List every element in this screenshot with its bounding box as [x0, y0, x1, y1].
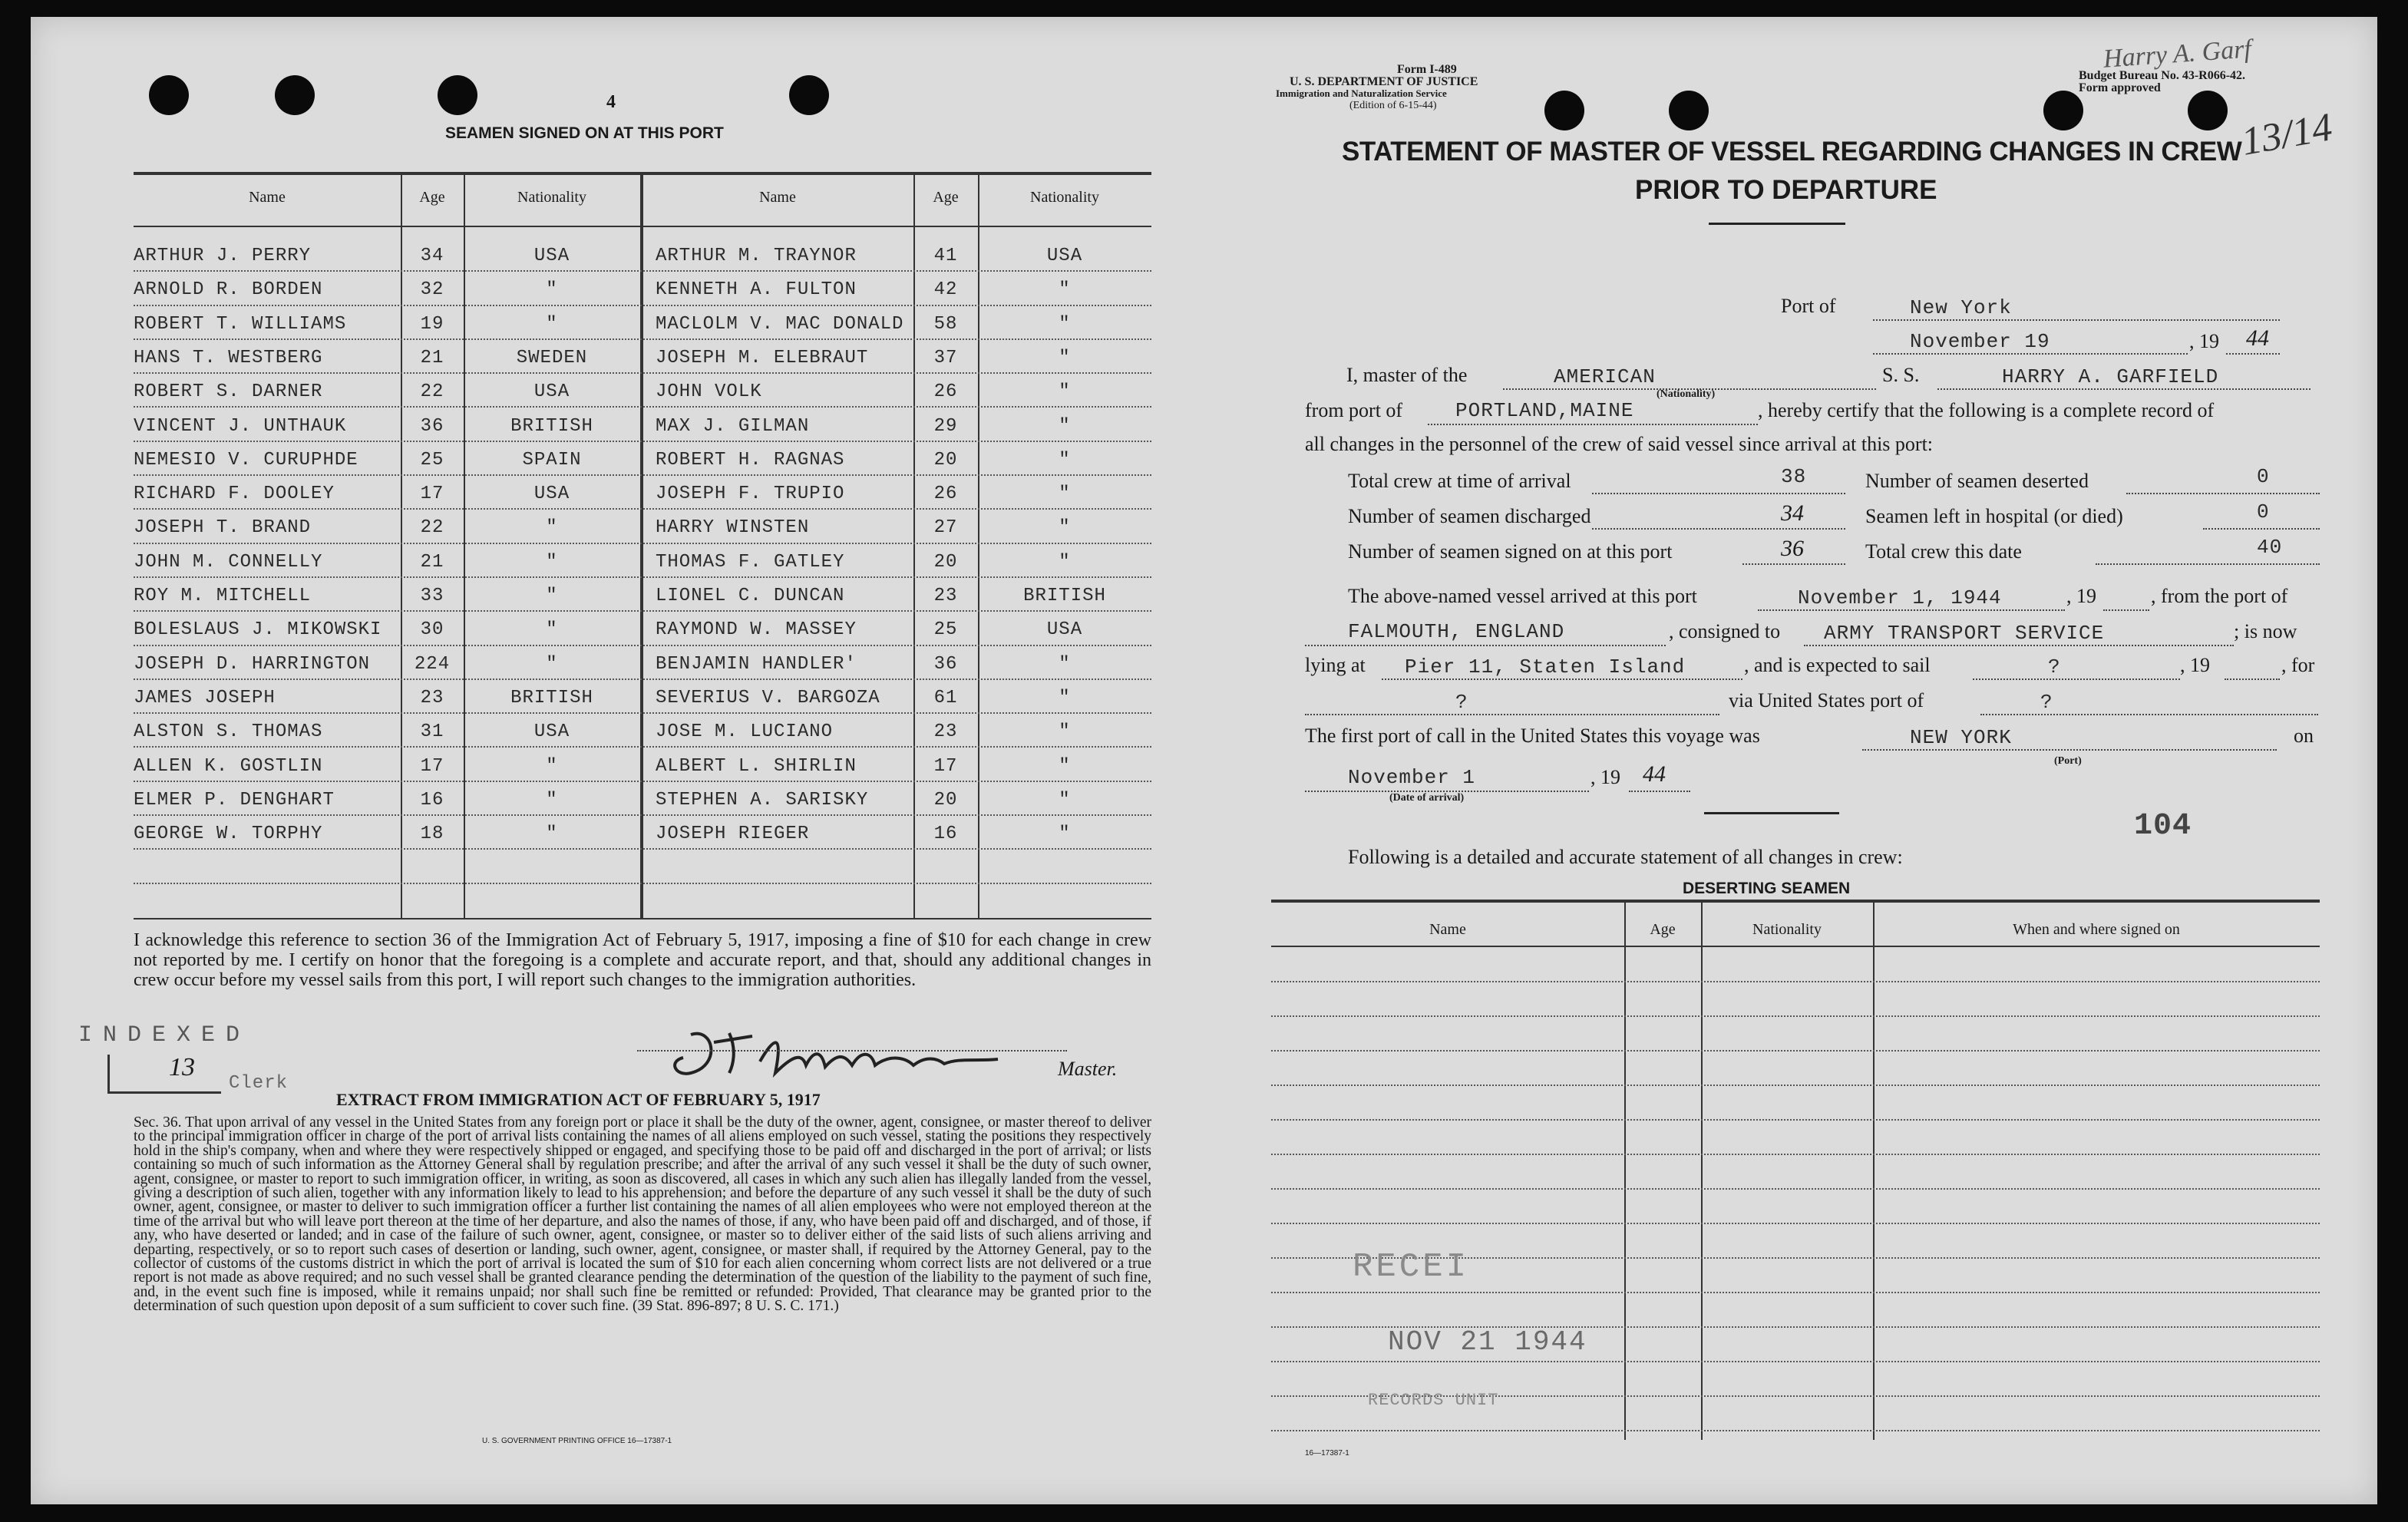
left-footer: U. S. GOVERNMENT PRINTING OFFICE 16—17387-1: [482, 1437, 672, 1445]
cell-age: 41: [933, 246, 958, 266]
punch-hole: [2188, 91, 2228, 130]
year-prefix: , 19: [2189, 330, 2219, 352]
cell-age: 58: [933, 313, 958, 335]
col-header-nationality: Nationality: [1030, 189, 1099, 206]
punch-hole: [1544, 91, 1584, 130]
cell-name: BENJAMIN HANDLER': [656, 653, 857, 675]
table-row: [134, 581, 1151, 615]
cell-name: ROY M. MITCHELL: [134, 586, 312, 606]
cell-age: 224: [414, 653, 451, 675]
cell-name: HARRY WINSTEN: [656, 517, 810, 539]
received-stamp-date: NOV 21 1944: [1388, 1326, 1587, 1358]
cell-age: 32: [420, 279, 444, 301]
cell-age: 20: [933, 789, 958, 811]
year-value: 44: [2246, 325, 2269, 351]
via-text: via United States port of: [1729, 689, 1924, 711]
table-row: [134, 343, 1151, 377]
cell-nationality: ": [1059, 415, 1071, 437]
master-label: Master.: [1058, 1058, 1118, 1080]
cell-name: JOHN M. CONNELLY: [134, 551, 323, 573]
first-port-text: The first port of call in the United States this voyage was: [1305, 725, 1760, 747]
col-header-age: Age: [933, 189, 959, 206]
cell-age: 19: [420, 313, 444, 335]
deserting-table: [1271, 900, 2320, 1440]
stat-label: Number of seamen discharged: [1348, 505, 1591, 527]
dept-line1: U. S. DEPARTMENT OF JUSTICE: [1290, 75, 1478, 88]
cell-age: 37: [933, 347, 958, 368]
cell-name: KENNETH A. FULTON: [656, 279, 857, 301]
document-sheet: [31, 17, 2377, 1504]
extract-title: EXTRACT FROM IMMIGRATION ACT OF FEBRUARY 5, 1917: [336, 1090, 821, 1109]
cell-age: 21: [420, 347, 444, 368]
cell-nationality: USA: [533, 721, 570, 743]
cell-nationality: SWEDEN: [516, 347, 588, 368]
cell-nationality: ": [546, 279, 558, 301]
cell-nationality: ": [1059, 653, 1071, 675]
cell-age: 29: [933, 415, 958, 437]
desert-col-nationality: Nationality: [1752, 921, 1822, 938]
cell-age: 23: [933, 721, 958, 743]
nationality-caption: (Nationality): [1657, 388, 1716, 400]
col-header-nationality: Nationality: [517, 189, 586, 206]
section-title: SEAMEN SIGNED ON AT THIS PORT: [445, 124, 724, 142]
clerk-stamp-box: [107, 1055, 221, 1094]
cell-name: STEPHEN A. SARISKY: [656, 789, 869, 811]
on-text: on: [2294, 725, 2314, 747]
punch-hole: [789, 75, 829, 115]
col-header-name: Name: [249, 189, 286, 206]
budget-bureau: Budget Bureau No. 43-R066-42.: [2079, 69, 2246, 82]
received-stamp-unit: RECORDS UNIT: [1368, 1391, 1499, 1410]
cell-age: 61: [933, 687, 958, 708]
cell-name: ALSTON S. THOMAS: [134, 721, 323, 743]
cell-name: ARTHUR M. TRAYNOR: [656, 246, 857, 266]
vessel-value: HARRY A. GARFIELD: [2002, 365, 2219, 388]
cell-nationality: ": [1059, 721, 1071, 743]
cell-age: 18: [420, 824, 444, 845]
form-title-line1: STATEMENT OF MASTER OF VESSEL REGARDING CHANGES IN CREW: [1342, 137, 2242, 167]
lying-value: Pier 11, Staten Island: [1405, 655, 1686, 678]
cell-age: 31: [420, 721, 444, 743]
certify-text: , hereby certify that the following is a complete record of: [1758, 399, 2215, 421]
cell-name: JOSE M. LUCIANO: [656, 721, 834, 743]
cell-name: VINCENT J. UNTHAUK: [134, 415, 347, 437]
lying-at: lying at: [1305, 654, 1366, 676]
punch-hole: [438, 75, 477, 115]
stat-label: Total crew this date: [1865, 540, 2022, 563]
cell-age: 20: [933, 551, 958, 573]
stamped-number: 104: [2134, 809, 2192, 844]
cell-nationality: USA: [533, 484, 570, 505]
punch-hole: [1669, 91, 1709, 130]
cell-age: 20: [933, 449, 958, 470]
desert-row-line: [1271, 1015, 2320, 1017]
cell-age: 16: [420, 789, 444, 811]
table-row: [134, 853, 1151, 886]
desert-row-line: [1271, 1050, 2320, 1052]
cell-name: ROBERT T. WILLIAMS: [134, 313, 347, 335]
cell-name: JAMES JOSEPH: [134, 687, 276, 708]
table-row: [134, 377, 1151, 411]
cell-nationality: USA: [1046, 619, 1083, 641]
desert-row-line: [1271, 1292, 2320, 1293]
cell-nationality: ": [546, 517, 558, 539]
cell-nationality: SPAIN: [522, 449, 582, 470]
cell-nationality: ": [546, 755, 558, 777]
handwritten-fraction: 13/14: [2238, 105, 2336, 164]
cell-name: ELMER P. DENGHART: [134, 789, 335, 811]
consigned-to: , consigned to: [1669, 620, 1781, 642]
table-row: [134, 819, 1151, 853]
cell-age: 21: [420, 551, 444, 573]
dept-line2: Immigration and Naturalization Service: [1276, 87, 1447, 99]
col-header-name: Name: [759, 189, 796, 206]
arrived-19: , 19: [2066, 585, 2096, 607]
table-row: [134, 275, 1151, 309]
indexed-stamp: INDEXED: [78, 1022, 251, 1048]
table-row: [134, 513, 1151, 546]
cell-nationality: ": [1059, 279, 1071, 301]
cell-age: 25: [933, 619, 958, 641]
desert-row-line: [1271, 1085, 2320, 1086]
cell-name: ROBERT S. DARNER: [134, 381, 323, 403]
cell-nationality: USA: [533, 381, 570, 403]
cell-name: JOSEPH T. BRAND: [134, 517, 312, 539]
cell-age: 22: [420, 517, 444, 539]
consignee: ARMY TRANSPORT SERVICE: [1824, 622, 2105, 645]
cell-nationality: ": [546, 789, 558, 811]
cell-name: HANS T. WESTBERG: [134, 347, 323, 368]
certification-text: I acknowledge this reference to section 36 of the Immigration Act of February 5, 1917, imposing a fine of $10 for each change in crew not reported by me. I certify on honor that the foregoing is a complete and accurate report, and that, should any additional changes in crew occur before my vessel sails from this port, I will report such changes to the immigration authorities.: [134, 930, 1151, 990]
cell-nationality: USA: [533, 246, 570, 266]
table-row: [134, 683, 1151, 717]
cell-nationality: ": [1059, 347, 1071, 368]
arrived-date: November 1, 1944: [1798, 586, 2002, 609]
stat-value: 36: [1781, 536, 1804, 561]
stat-label: Total crew at time of arrival: [1348, 470, 1571, 492]
arrived-text: The above-named vessel arrived at this port: [1348, 585, 1697, 607]
origin-port: FALMOUTH, ENGLAND: [1348, 620, 1565, 643]
table-row: [134, 785, 1151, 819]
clerk-number: 13: [169, 1053, 195, 1081]
for-text: , for: [2281, 654, 2315, 676]
desert-col-age: Age: [1650, 921, 1676, 938]
cell-name: MAX J. GILMAN: [656, 415, 810, 437]
table-row: [134, 479, 1151, 513]
desert-row-line: [1271, 1119, 2320, 1121]
cell-nationality: ": [1059, 449, 1071, 470]
stat-value: 0: [2257, 500, 2270, 523]
cell-name: ALBERT L. SHIRLIN: [656, 755, 857, 777]
stat-value: 34: [1781, 500, 1804, 526]
cell-name: ARNOLD R. BORDEN: [134, 279, 323, 301]
cell-name: JOSEPH D. HARRINGTON: [134, 653, 371, 675]
cell-name: JOSEPH RIEGER: [656, 824, 810, 845]
cell-age: 25: [420, 449, 444, 470]
from-port-value: PORTLAND,MAINE: [1455, 399, 1634, 422]
via-value: ?: [2040, 691, 2053, 714]
following-text: Following is a detailed and accurate statement of all changes in crew:: [1348, 846, 1903, 868]
cell-age: 17: [420, 484, 444, 505]
table-row: [134, 615, 1151, 649]
form-title-line2: PRIOR TO DEPARTURE: [1635, 175, 1937, 205]
arrival-date-value: November 1: [1348, 766, 1476, 789]
sail-value: ?: [2048, 655, 2061, 678]
stat-label: Seamen left in hospital (or died): [1865, 505, 2123, 527]
is-now: ; is now: [2234, 620, 2297, 642]
table-row: [134, 445, 1151, 479]
expected-text: , and is expected to sail: [1744, 654, 1931, 676]
nationality-value: AMERICAN: [1554, 365, 1656, 388]
desert-row-line: [1271, 1361, 2320, 1362]
cell-name: THOMAS F. GATLEY: [656, 551, 845, 573]
cell-nationality: ": [1059, 789, 1071, 811]
deserting-title: DESERTING SEAMEN: [1683, 880, 1851, 897]
cell-age: 23: [420, 687, 444, 708]
desert-row-line: [1271, 1154, 2320, 1155]
cell-nationality: ": [546, 824, 558, 845]
cell-name: RAYMOND W. MASSEY: [656, 619, 857, 641]
cell-age: 42: [933, 279, 958, 301]
desert-row-line: [1271, 1223, 2320, 1224]
master-prefix: I, master of the: [1346, 364, 1468, 386]
cell-age: 17: [420, 755, 444, 777]
cell-age: 17: [933, 755, 958, 777]
stat-value: 38: [1781, 465, 1807, 488]
cell-nationality: BRITISH: [510, 415, 593, 437]
table-row: [134, 547, 1151, 581]
cell-age: 16: [933, 824, 958, 845]
cell-age: 34: [420, 246, 444, 266]
cell-name: NEMESIO V. CURUPHDE: [134, 449, 358, 470]
ss-label: S. S.: [1882, 364, 1920, 386]
cell-age: 26: [933, 381, 958, 403]
desert-row-line: [1271, 981, 2320, 982]
date-value: November 19: [1910, 330, 2050, 353]
cell-nationality: BRITISH: [1023, 586, 1106, 606]
cell-nationality: ": [1059, 551, 1071, 573]
cell-nationality: ": [546, 313, 558, 335]
master-signature: [660, 1019, 1044, 1088]
cell-name: LIONEL C. DUNCAN: [656, 586, 845, 606]
cell-name: MACLOLM V. MAC DONALD: [656, 313, 904, 335]
stat-label: Number of seamen signed on at this port: [1348, 540, 1673, 563]
cell-age: 26: [933, 484, 958, 505]
from-port-label: from port of: [1305, 399, 1403, 421]
cell-age: 36: [933, 653, 958, 675]
sail-19: , 19: [2180, 654, 2210, 676]
table-row: [134, 309, 1151, 343]
cell-name: JOSEPH M. ELEBRAUT: [656, 347, 869, 368]
handwritten-vessel-name: Harry A. Garf: [2102, 35, 2253, 74]
port-value: New York: [1910, 296, 2012, 319]
extract-text: Sec. 36. That upon arrival of any vessel in the United States from any foreign port or place it shall be the duty of the owner, agent, consignee, or master thereof to deliver to the principal immigration officer in charge of the port of arrival lists containing the names of all aliens employed on such vessel, stating the positions they respectively hold in the ship's company, when and where they were respectively shipped or engaged, and specifying those to be paid off and discharged in the port of arrival; or lists containing so much of such information as the Attorney General shall by regulation prescribe; and after the arrival of any such vessel it shall be the duty of such owner, agent, consignee, or master to report to such immigration officer, in writing, as soon as discovered, all cases in which any such alien has illegally landed from the vessel, giving a description of such alien, together with any information likely to lead to his apprehension; and before the departure of any such vessel it shall be the duty of such owner, agent, consignee, or master to deliver to such immigration officer a further list containing the names of all alien employees who were not employed thereon at the time of the arrival but who will leave port thereon at the time of her departure, and also the names of those, if any, who have been paid off and discharged, and of those, if any, who have deserted or landed; and in case of the failure of such owner, agent, consignee, or master so to deliver either of the said lists of such aliens arriving and departing, respectively, or so to report such cases of desertion or landing, such owner, agent, consignee, or master shall, if required by the Attorney General, pay to the collector of customs of the customs district in which the port of arrival is located the sum of $10 for each alien concerning whom correct lists are not delivered or a true report is not made as above required; and no such vessel shall be granted clearance pending the determination of the question of the liability to the payment of such fine, and, in the event such fine is imposed, while it remains unpaid; nor shall such fine be remitted or refunded: Provided, That clearance may be granted prior to the determination of such question upon deposit of a sum sufficient to cover such fine. (39 Stat. 896-897; 8 U. S. C. 171.): [134, 1114, 1151, 1315]
cell-nationality: ": [546, 586, 558, 606]
page-number: 4: [606, 92, 616, 112]
desert-col-signed-on: When and where signed on: [2013, 921, 2180, 938]
col-header-age: Age: [419, 189, 445, 206]
cell-name: BOLESLAUS J. MIKOWSKI: [134, 619, 382, 641]
from-port-of: , from the port of: [2151, 585, 2288, 607]
punch-hole: [275, 75, 315, 115]
received-stamp: RECEI: [1353, 1248, 1470, 1286]
cell-age: 33: [420, 586, 444, 606]
desert-row-line: [1271, 1430, 2320, 1431]
cell-name: JOSEPH F. TRUPIO: [656, 484, 845, 505]
cell-name: JOHN VOLK: [656, 381, 762, 403]
right-footer: 16—17387-1: [1305, 1449, 1349, 1458]
stat-label: Number of seamen deserted: [1865, 470, 2089, 492]
cell-name: ROBERT H. RAGNAS: [656, 449, 845, 470]
cell-nationality: ": [1059, 517, 1071, 539]
cell-nationality: ": [1059, 313, 1071, 335]
cell-age: 23: [933, 586, 958, 606]
arrival-caption: (Date of arrival): [1389, 792, 1465, 804]
cell-nationality: ": [1059, 484, 1071, 505]
stat-value: 0: [2257, 465, 2270, 488]
cell-nationality: ": [1059, 824, 1071, 845]
cell-nationality: ": [1059, 755, 1071, 777]
desert-col-name: Name: [1429, 921, 1466, 938]
cell-nationality: ": [546, 619, 558, 641]
table-row: [134, 751, 1151, 785]
desert-row-line: [1271, 1188, 2320, 1190]
cell-name: ARTHUR J. PERRY: [134, 246, 312, 266]
punch-hole: [2043, 91, 2083, 130]
cell-name: SEVERIUS V. BARGOZA: [656, 687, 880, 708]
clerk-label: Clerk: [229, 1073, 289, 1094]
table-row: [134, 411, 1151, 445]
cell-age: 30: [420, 619, 444, 641]
punch-hole: [149, 75, 189, 115]
port-label: Port of: [1781, 295, 1836, 317]
cell-age: 27: [933, 517, 958, 539]
port-caption: (Port): [2054, 755, 2082, 767]
cell-age: 36: [420, 415, 444, 437]
cell-name: ALLEN K. GOSTLIN: [134, 755, 323, 777]
signed-on-table: [134, 172, 1151, 921]
table-row: [134, 241, 1151, 275]
dept-line3: (Edition of 6-15-44): [1349, 100, 1437, 111]
arrival-19: , 19: [1590, 766, 1620, 788]
table-row: [134, 649, 1151, 683]
changes-text: all changes in the personnel of the crew of said vessel since arrival at this port:: [1305, 433, 1934, 455]
form-number: Form I-489: [1397, 63, 1457, 76]
destination-value: ?: [1455, 691, 1468, 714]
cell-name: GEORGE W. TORPHY: [134, 824, 323, 845]
arrival-year: 44: [1643, 761, 1666, 787]
table-row: [134, 717, 1151, 751]
cell-name: RICHARD F. DOOLEY: [134, 484, 335, 505]
cell-nationality: ": [546, 653, 558, 675]
form-approved: Form approved: [2079, 81, 2161, 94]
cell-nationality: BRITISH: [510, 687, 593, 708]
first-port-value: NEW YORK: [1910, 726, 2012, 749]
cell-nationality: USA: [1046, 246, 1083, 266]
cell-nationality: ": [546, 551, 558, 573]
cell-nationality: ": [1059, 381, 1071, 403]
cell-age: 22: [420, 381, 444, 403]
cell-nationality: ": [1059, 687, 1071, 708]
stat-value: 40: [2257, 536, 2283, 559]
